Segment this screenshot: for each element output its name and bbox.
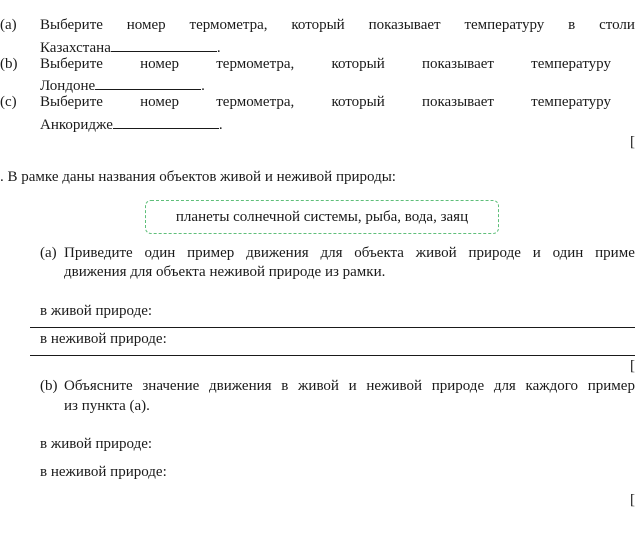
word: движения — [246, 245, 309, 261]
word: для — [320, 245, 343, 261]
word: номер — [126, 17, 166, 33]
word: один — [144, 245, 176, 261]
word: в — [568, 17, 576, 33]
marks-bracket-q: [ — [630, 134, 635, 150]
item-c-end: . — [218, 117, 223, 133]
part-a-answer-nonliving-label: в неживой природе: — [40, 331, 167, 347]
word: природе — [468, 245, 521, 261]
part-a-label: (a) — [40, 245, 57, 261]
word: Приведите — [64, 245, 133, 261]
word: в — [281, 378, 289, 394]
word: температуру — [531, 94, 611, 110]
part-b-label: (b) — [40, 378, 58, 394]
word: который — [331, 56, 385, 72]
item-b-line1 — [40, 56, 611, 73]
word: приме — [595, 245, 635, 261]
answer-blank-a[interactable] — [111, 37, 217, 52]
item-a-continuation: Казахстана — [40, 40, 111, 56]
word: номер — [140, 56, 180, 72]
word: Выберите — [40, 56, 103, 72]
word: который — [331, 94, 385, 110]
word: температуру — [464, 17, 545, 33]
part-a-answer-living-label: в живой природе: — [40, 303, 153, 319]
marks-bracket-b: [ — [630, 492, 635, 508]
item-a-end: . — [216, 40, 221, 56]
answer-blank-b[interactable] — [95, 75, 201, 90]
word: столи — [599, 17, 635, 33]
item-c-line2 — [40, 114, 223, 134]
word: показывает — [421, 94, 494, 110]
word: Объясните — [64, 378, 133, 394]
word: живой — [298, 378, 339, 394]
item-c-continuation: Анкоридже — [40, 117, 113, 133]
word: показывает — [368, 17, 441, 33]
item-c-label: (c) — [0, 94, 17, 110]
word: термометра, — [216, 56, 295, 72]
question-intro: . В рамке даны названия объектов живой и неживой природы: — [0, 169, 396, 185]
word: природе — [431, 378, 485, 394]
part-a-line2: движения для объекта неживой природе из рамки. — [64, 264, 386, 280]
word: который — [291, 17, 345, 33]
word: показывает — [421, 56, 494, 72]
item-b-label: (b) — [0, 56, 18, 72]
item-b-line2 — [40, 75, 205, 95]
marks-bracket-a: [ — [630, 358, 635, 374]
word: Выберите — [40, 94, 103, 110]
word: живой — [415, 245, 457, 261]
objects-box — [145, 200, 499, 234]
word: движения — [209, 378, 272, 394]
word: Выберите — [40, 17, 103, 33]
part-a-line1 — [64, 245, 635, 262]
word: термометра, — [189, 17, 268, 33]
part-b-line1 — [64, 378, 635, 395]
objects-box-text: планеты солнечной системы, рыба, вода, заяц — [175, 208, 469, 225]
part-a-answer-living-line[interactable] — [30, 327, 635, 328]
part-a-answer-nonliving-line[interactable] — [30, 355, 635, 356]
word: значение — [142, 378, 200, 394]
answer-blank-c[interactable] — [113, 114, 219, 129]
word: для — [493, 378, 516, 394]
word: термометра, — [216, 94, 295, 110]
word: один — [552, 245, 584, 261]
item-a-label: (a) — [0, 17, 17, 33]
word: неживой — [366, 378, 422, 394]
item-b-end: . — [201, 78, 205, 94]
word: и — [348, 378, 357, 394]
item-c-line1 — [40, 94, 611, 111]
word: пример — [187, 245, 235, 261]
item-a-line1 — [40, 17, 635, 34]
item-b-continuation: Лондоне — [40, 78, 96, 94]
word: каждого — [525, 378, 579, 394]
part-b-answer-nonliving-label: в неживой природе: — [40, 464, 167, 480]
item-a-line2 — [40, 37, 221, 57]
word: пример — [587, 378, 635, 394]
word: температуру — [531, 56, 611, 72]
word: и — [532, 245, 541, 261]
word: объекта — [354, 245, 404, 261]
part-b-line2: из пункта (a). — [64, 398, 150, 414]
word: номер — [140, 94, 180, 110]
part-b-answer-living-label: в живой природе: — [40, 436, 153, 452]
